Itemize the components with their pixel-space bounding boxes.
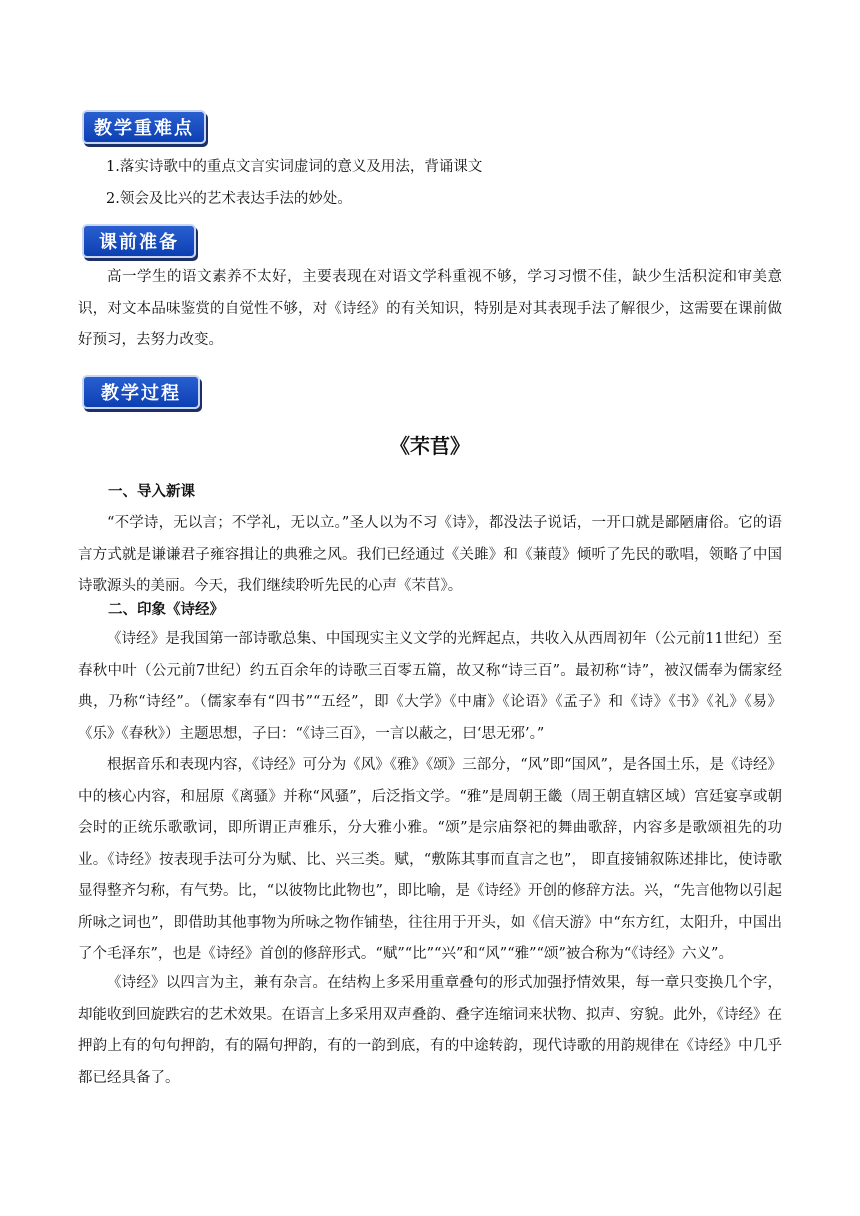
- part2-heading: 二、印象《诗经》: [108, 602, 224, 618]
- difficulty-item-2: 2.领会及比兴的艺术表达手法的妙处。: [106, 191, 352, 207]
- section-badge-preparation: 课前准备: [82, 224, 196, 258]
- section-badge-difficulty: 教学重难点: [82, 110, 206, 144]
- section-badge-process: 教学过程: [82, 375, 200, 409]
- preparation-paragraph: 高一学生的语文素养不太好，主要表现在对语文学科重视不够，学习习惯不佳，缺少生活积淀和审美意识，对文本品味鉴赏的自觉性不够，对《诗经》的有关知识，特别是对其表现手法了解很少，这需要在课前做好预习，去努力改变。: [78, 269, 782, 348]
- part1-paragraph: “不学诗，无以言；不学礼，无以立。”圣人以为不习《诗》，都没法子说话，一开口就是鄙陋庸俗。它的语言方式就是谦谦君子雍容揖让的典雅之风。我们已经通过《关雎》和《蒹葭》倾听了先民的歌唱，领略了中国诗歌源头的美丽。今天，我们继续聆听先民的心声《芣苢》。: [78, 515, 782, 594]
- part1-heading: 一、导入新课: [108, 484, 195, 500]
- part2-paragraph-3: 《诗经》以四言为主，兼有杂言。在结构上多采用重章叠句的形式加强抒情效果，每一章只变换几个字，却能收到回旋跌宕的艺术效果。在语言上多采用双声叠韵、叠字连缩词来状物、拟声、穷貌。此外，《诗经》在押韵上有的句句押韵，有的隔句押韵，有的一韵到底，有的中途转韵，现代诗歌的用韵规律在《诗经》中几乎都已经具备了。: [78, 975, 782, 1086]
- difficulty-item-1: 1.落实诗歌中的重点文言实词虚词的意义及用法，背诵课文: [106, 159, 483, 175]
- part2-paragraph-1: 《诗经》是我国第一部诗歌总集、中国现实主义文学的光辉起点，共收入从西周初年（公元前11世纪）至春秋中叶（公元前7世纪）约五百余年的诗歌三百零五篇，故又称“诗三百”。最初称“诗”，被汉儒奉为儒家经典，乃称“诗经”。（儒家奉有“四书”“五经”，即《大学》《中庸》《论语》《孟子》和《诗》《书》《礼》《易》《乐》《春秋》）主题思想，子曰：“《诗三百》，一言以蔽之，曰‘思无邪’。”: [78, 631, 782, 742]
- lesson-title: 《芣苢》: [390, 434, 470, 458]
- part2-paragraph-2: 根据音乐和表现内容，《诗经》可分为《风》《雅》《颂》三部分，“风”即“国风”，是各国土乐，是《诗经》中的核心内容，和屈原《离骚》并称“风骚”，后泛指文学。“雅”是周朝王畿（周王朝直辖区域）宫廷宴享或朝会时的正统乐歌歌词，即所谓正声雅乐，分大雅小雅。“颂”是宗庙祭祀的舞曲歌辞，内容多是歌颂祖先的功业。《诗经》按表现手法可分为赋、比、兴三类。赋，“敷陈其事而直言之也”， 即直接铺叙陈述排比，使诗歌显得整齐匀称，有气势。比，“以彼物比此物也”，即比喻，是《诗经》开创的修辞方法。兴，“先言他物以引起所咏之词也”，即借助其他事物为所咏之物作铺垫，往往用于开头，如《信天游》中“东方红，太阳升，中国出了个毛泽东”，也是《诗经》首创的修辞形式。“赋”“比”“兴”和“风”“雅”“颂”被合称为“《诗经》六义”。: [78, 757, 782, 962]
